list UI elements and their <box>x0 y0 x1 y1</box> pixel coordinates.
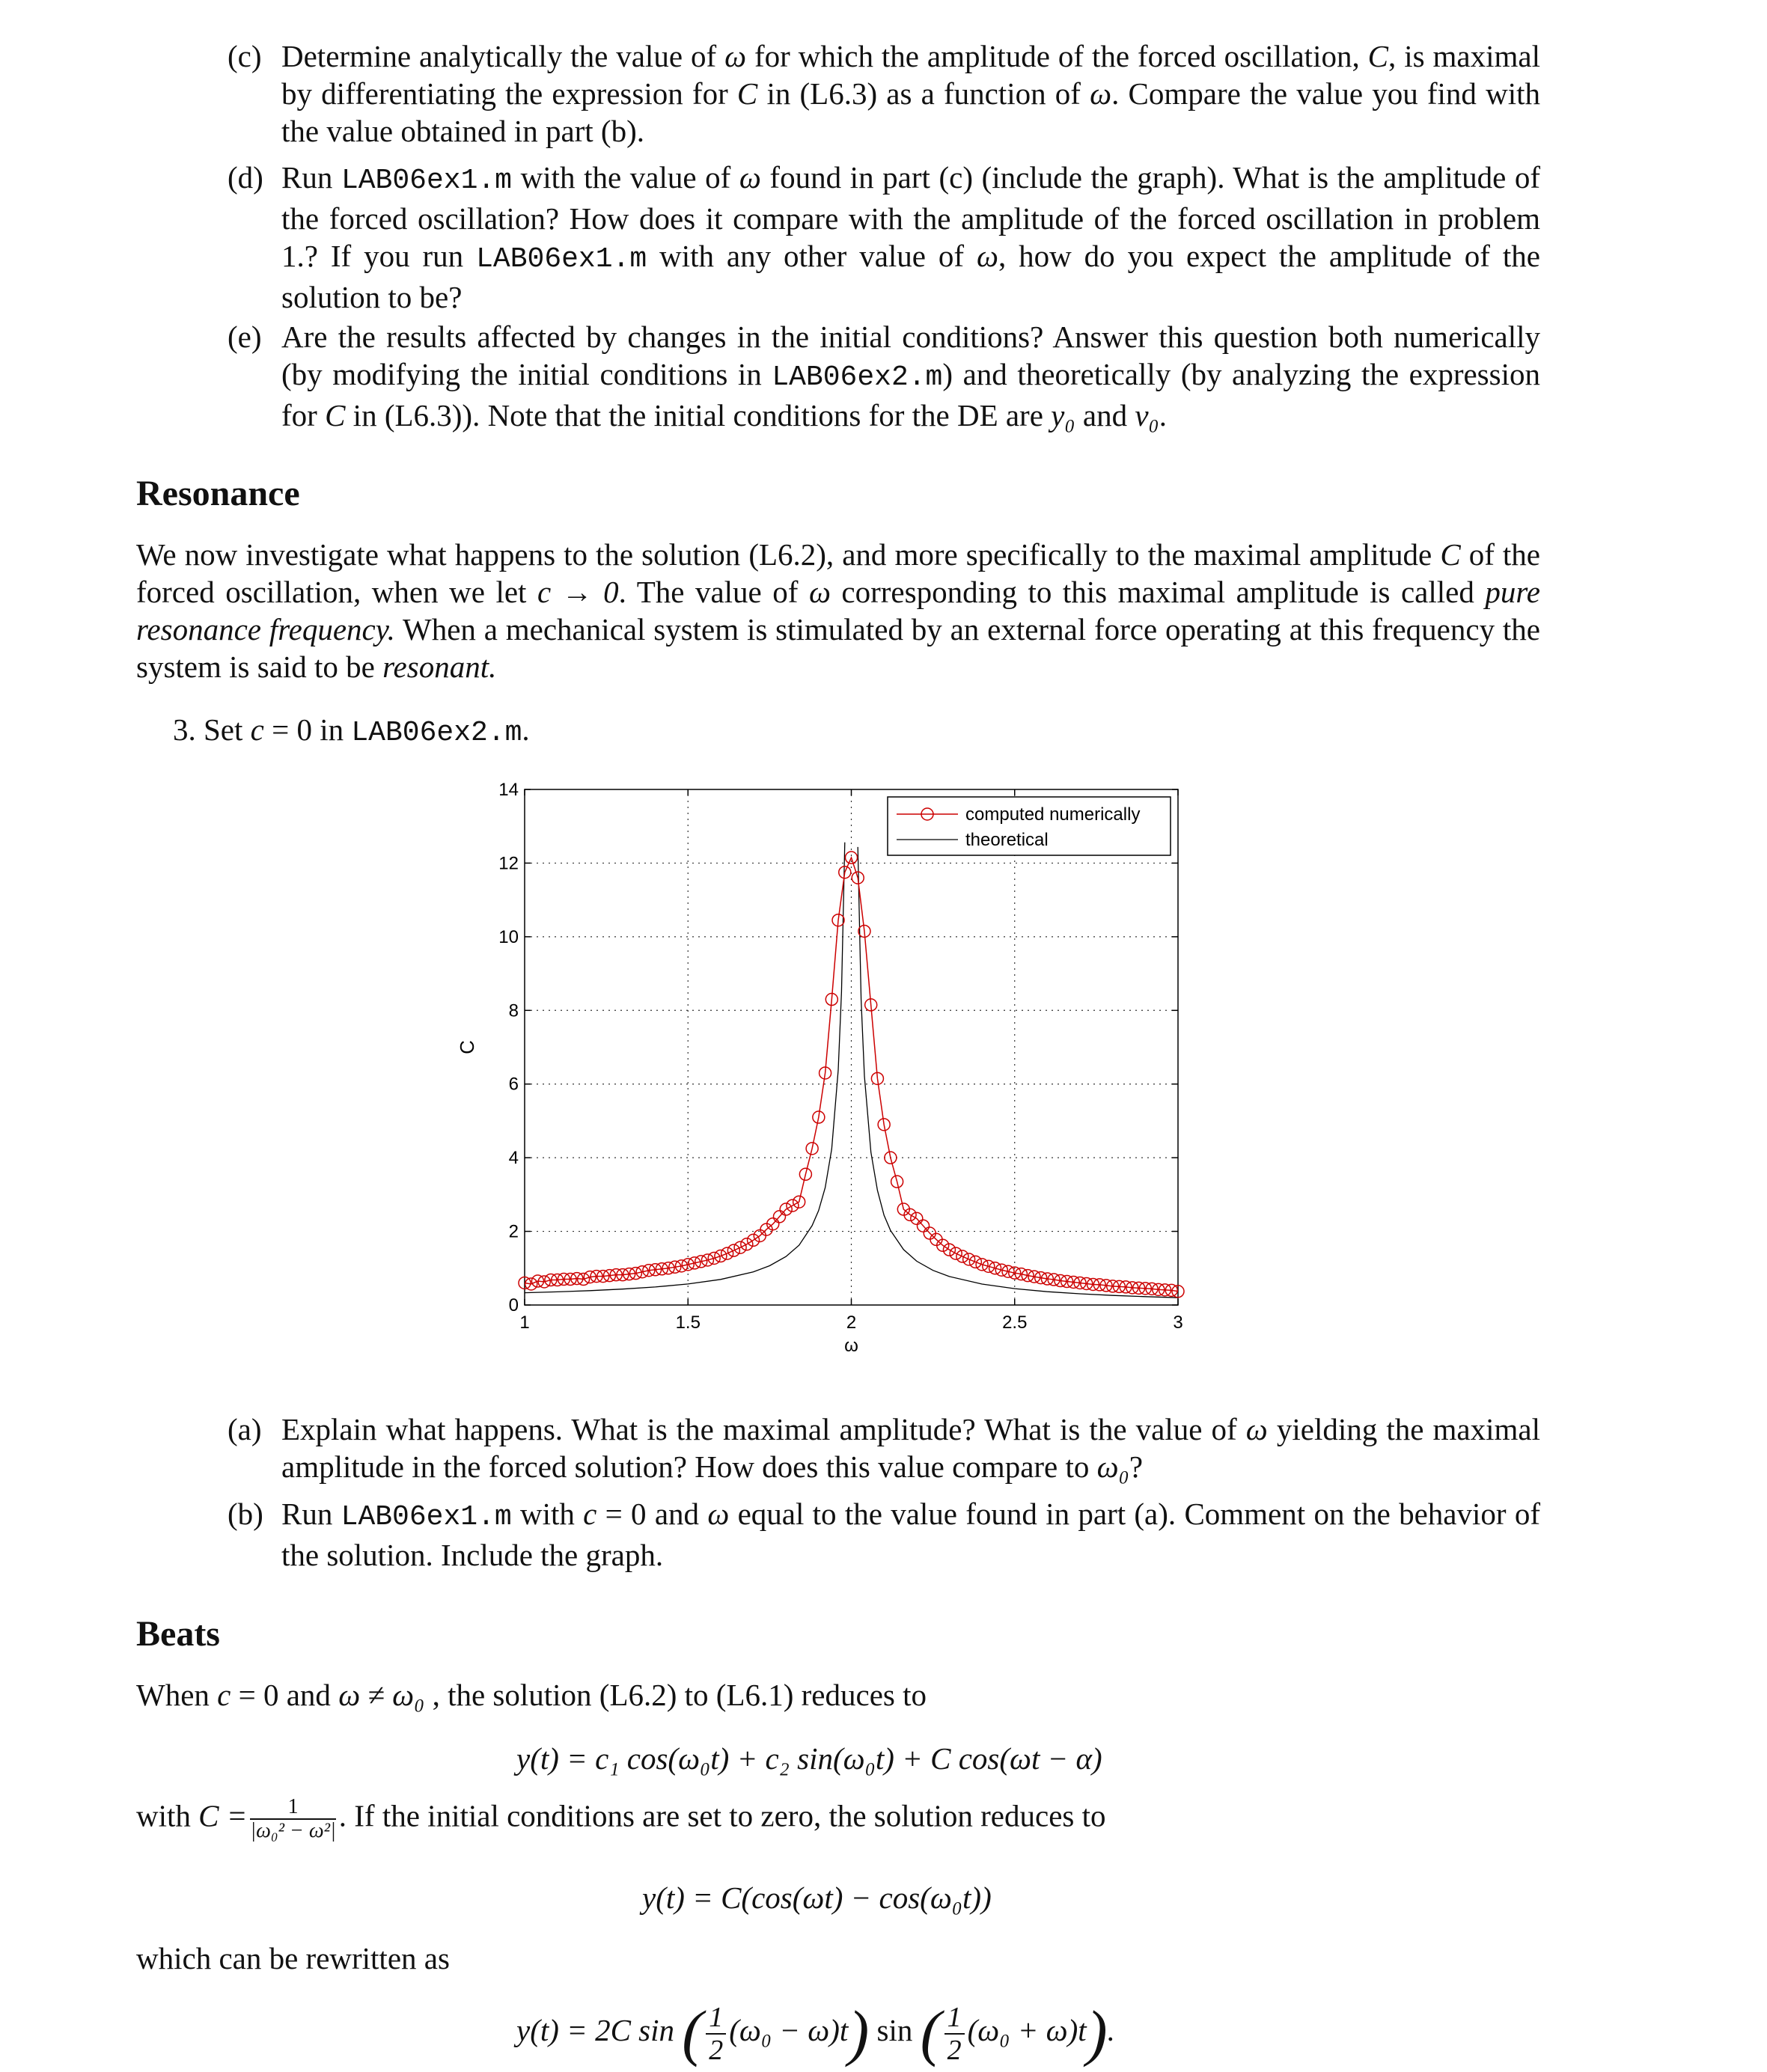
text-segment: . <box>1159 398 1168 433</box>
section-heading-resonance: Resonance <box>136 474 300 513</box>
section-heading-beats: Beats <box>136 1614 220 1654</box>
chart-legend <box>888 797 1171 855</box>
beats-intro <box>136 1676 1540 1714</box>
code-filename: LAB06ex1.m <box>341 165 512 197</box>
fraction-denominator: 2 <box>709 2034 724 2066</box>
math-symbol: y₀ <box>1051 398 1075 433</box>
beats-arg2: (ω₀ + ω)t <box>967 2013 1087 2047</box>
right-paren-icon: ) <box>848 1998 870 2068</box>
item-text <box>281 318 1540 434</box>
text-segment: , the solution (L6.2) to (L6.1) reduces to <box>424 1678 927 1712</box>
left-paren-icon: ( <box>920 1998 942 2068</box>
item-text <box>281 159 1540 316</box>
text-segment: Determine analytically the value of <box>281 39 725 73</box>
item-label: (b) <box>228 1497 263 1531</box>
x-tick-label: 2.5 <box>1002 1312 1028 1333</box>
math-symbol: ω₀ <box>1096 1449 1129 1484</box>
c-equals: C = <box>198 1798 248 1833</box>
y-tick-label: 12 <box>498 853 519 874</box>
math-symbol: ω <box>724 39 747 73</box>
y-tick-label: 2 <box>508 1221 519 1242</box>
fraction-denominator: |ω₀² − ω²| <box>250 1819 336 1842</box>
half-fraction <box>706 2002 726 2066</box>
item-label: (d) <box>228 160 263 195</box>
item-label: (a) <box>228 1412 262 1446</box>
math-symbol: ω <box>1245 1412 1268 1446</box>
code-filename: LAB06ex1.m <box>341 1501 512 1533</box>
legend-label-numeric: computed numerically <box>965 804 1141 825</box>
x-tick-label: 2 <box>846 1312 857 1333</box>
code-filename: LAB06ex2.m <box>351 717 522 749</box>
x-tick-label: 1.5 <box>675 1312 701 1333</box>
fraction-numerator: 1 <box>706 2002 726 2035</box>
text-segment: corresponding to this maximal amplitude is called <box>830 575 1486 609</box>
text-segment: and <box>1075 398 1135 433</box>
y-tick-label: 4 <box>508 1148 519 1169</box>
fraction-numerator: 1 <box>250 1796 335 1820</box>
text-segment: with any other value of <box>647 239 977 273</box>
beats-sin2: sin <box>876 2013 913 2047</box>
text-segment: ) and theoretically (by analyzing the expression for <box>281 357 1540 433</box>
math-symbol: c → 0 <box>537 575 619 609</box>
item-text <box>281 1495 1540 1574</box>
y-tick-label: 10 <box>498 926 519 947</box>
item-label: (c) <box>228 39 262 73</box>
resonance-paragraph <box>136 536 1540 685</box>
y-tick-label: 6 <box>508 1074 519 1095</box>
with-suffix: . If the initial conditions are set to zero, the solution reduces to <box>338 1798 1106 1833</box>
math-symbol: ω <box>976 239 998 273</box>
equation-zero-ic: y(t) = C(cos(ωt) − cos(ω₀t)) <box>642 1880 992 1915</box>
text-segment: , how do you expect the amplitude of the solution to be? <box>281 239 1540 314</box>
text-segment: . The value of <box>618 575 809 609</box>
code-filename: LAB06ex2.m <box>772 361 943 394</box>
code-filename: LAB06ex1.m <box>476 243 647 275</box>
problem-3 <box>173 711 1370 752</box>
with-c-line <box>136 1796 1106 1842</box>
x-tick-label: 3 <box>1173 1312 1183 1333</box>
math-symbol: C <box>1440 537 1461 572</box>
beats-end: . <box>1107 2013 1115 2047</box>
half-fraction <box>944 2002 965 2066</box>
text-segment: equal to the value found in part (a). Comment on the behavior of the solution. Include the graph. <box>281 1497 1540 1572</box>
text-segment: . Compare the value you find with the value obtained in part (b). <box>281 76 1540 148</box>
text-segment: of the forced oscillation, when we let <box>136 537 1540 609</box>
text-segment: 3. Set <box>173 712 251 747</box>
math-symbol: c <box>250 712 264 747</box>
c-fraction <box>250 1796 335 1842</box>
y-tick-label: 14 <box>498 780 519 800</box>
math-symbol: C <box>1367 39 1389 73</box>
text-segment: with <box>511 1497 584 1531</box>
x-axis-label: ω <box>844 1336 858 1356</box>
math-symbol: c <box>583 1497 597 1531</box>
y-tick-label: 8 <box>508 1000 519 1021</box>
text-segment: , is maximal by differentiating the expression for <box>281 39 1540 111</box>
rewritten-text: which can be rewritten as <box>136 1941 450 1975</box>
text-segment: = 0 in <box>263 712 352 747</box>
text-segment: in (L6.3) as a function of <box>757 76 1090 111</box>
right-paren-icon: ) <box>1086 1998 1108 2068</box>
math-symbol: ω <box>739 160 761 195</box>
x-tick-label: 1 <box>519 1312 530 1333</box>
text-segment: When <box>136 1678 218 1712</box>
text-segment: Run <box>281 1497 341 1531</box>
math-symbol: c <box>217 1678 231 1712</box>
y-tick-label: 0 <box>508 1295 519 1315</box>
resonance-chart <box>434 763 1220 1377</box>
item-label: (e) <box>228 320 262 354</box>
item-text <box>281 1411 1540 1485</box>
math-symbol: ω <box>808 575 831 609</box>
equation-beats <box>516 1996 1115 2066</box>
text-segment: in (L6.3)). Note that the initial conditions for the DE are <box>345 398 1052 433</box>
y-axis-label: C <box>456 1040 478 1054</box>
text-segment: found in part (c) (include the graph). What is the amplitude of the forced oscillation? How does it compare with the amplitude of the forced oscillation in problem 1.? If you run <box>281 160 1541 273</box>
text-segment: for which the amplitude of the forced oscillation, <box>746 39 1368 73</box>
text-segment: We now investigate what happens to the solution (L6.2), and more specifically to the maximal amplitude <box>136 537 1441 572</box>
text-segment: with the value of <box>512 160 739 195</box>
text-segment: . <box>522 712 530 747</box>
math-symbol: ω <box>1090 76 1112 111</box>
math-symbol: ω <box>707 1497 730 1531</box>
legend-label-theoretical: theoretical <box>965 830 1049 850</box>
fraction-denominator: 2 <box>947 2034 962 2066</box>
text-segment: yielding the maximal amplitude in the forced solution? How does this value compare to <box>281 1412 1541 1484</box>
math-symbol: C <box>736 76 758 111</box>
text-segment: ? <box>1129 1449 1144 1484</box>
text-segment: When a mechanical system is stimulated by an external force operating at this frequency the system is said to be <box>136 612 1540 684</box>
left-paren-icon: ( <box>682 1998 704 2068</box>
text-segment: Are the results affected by changes in the initial conditions? Answer this question both numerically (by modifying the initial conditions in <box>281 320 1540 391</box>
math-symbol: C <box>325 398 346 433</box>
beats-arg1: (ω₀ − ω)t <box>729 2013 849 2047</box>
equation-general-solution: y(t) = c₁ cos(ω₀t) + c₂ sin(ω₀t) + C cos(ωt − α) <box>516 1741 1102 1776</box>
text-segment: = 0 and <box>231 1678 339 1712</box>
with-prefix: with <box>136 1798 199 1833</box>
text-segment: = 0 and <box>596 1497 708 1531</box>
emphasis-text: pure resonance frequency. <box>136 575 1540 647</box>
emphasis-text: resonant. <box>382 650 497 684</box>
item-text <box>281 37 1540 150</box>
fraction-numerator: 1 <box>944 2002 965 2035</box>
text-segment: Run <box>281 160 341 195</box>
beats-lhs: y(t) = 2C sin <box>516 2013 675 2047</box>
math-symbol: ω ≠ ω₀ <box>338 1678 425 1712</box>
text-segment: Explain what happens. What is the maximal amplitude? What is the value of <box>281 1412 1246 1446</box>
math-symbol: v₀ <box>1135 398 1159 433</box>
